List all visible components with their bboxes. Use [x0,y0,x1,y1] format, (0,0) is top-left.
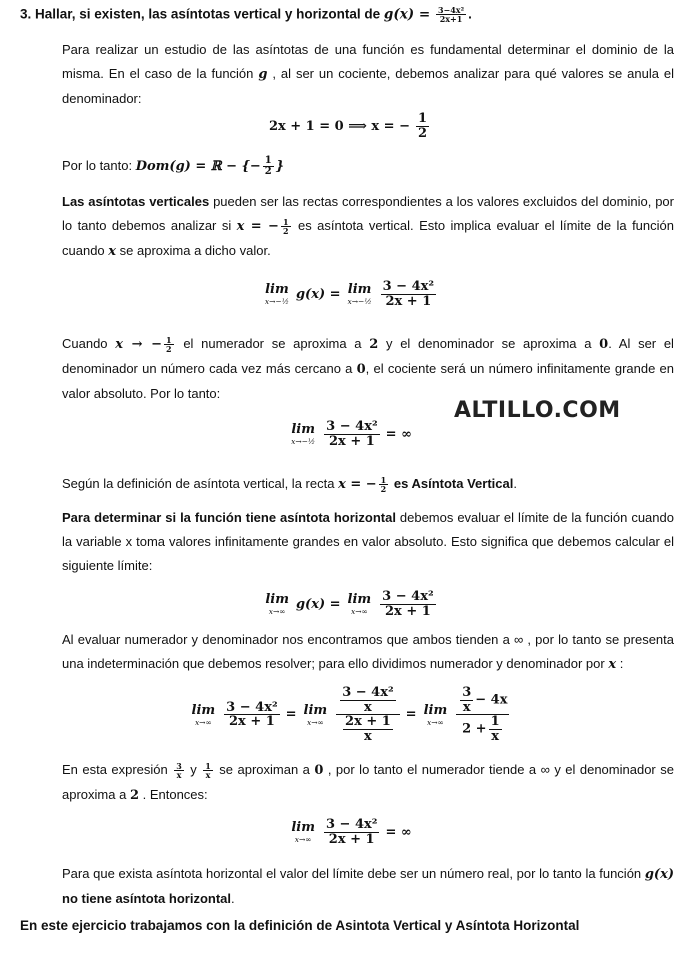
heading-function: g(x) = [383,6,431,23]
heading-fraction: $\frac{\text{3−4x²}}{2x+1}$ [437,5,465,25]
paragraph-when-x-approaches: Cuando x → − $\frac{1}{2}$ el numerador se aproxima a 2 y el denominador se aproxima a 0. Al ser el denominador un número cada vez más cercano a 0, el cociente será un número infinitamente grande en valor absoluto. Por lo tanto: [62,334,674,401]
paragraph-vertical-asymptotes: Las asíntotas verticales pueden ser las rectas correspondientes a los valores excluidos del dominio, por lo tanto debemos analizar si x = − $\frac{1}{2}$ es asíntota vertical. Esto implica evaluar el límite de la función cuando x se aproxima a dicho valor. [62,194,674,259]
equation-divide-by-x: lim x→∞ $\frac{\text{3 − 4x²}}{2x + 1}$ = lim x→∞ $\frac{\frac{\text{3 − 4x²}}{x}}{\frac{2x + 1}{x}}$ = lim x→∞ $\frac{3}{x}$ − 4x 2 + $\frac{1}{x}$ [191,685,508,744]
fraction-one-half: $\frac{1}{2}$ [418,111,428,141]
paragraph-expression-terms: En esta expresión $\frac{3}{x}$ y $\frac{1}{x}$ se aproximan a 0 , por lo tanto el numerador tiende a ∞ y el denominador se aproxima a 2 . Entonces: [62,760,674,803]
exercise-heading: 3. Hallar, si existen, las asíntotas vertical y horizontal de g(x) = $\frac{\text{3−4x²}}{2x+1}$ . [20,5,472,25]
paragraph-horizontal-intro: Para determinar si la función tiene asíntota horizontal debemos evaluar el límite de la función cuando la variable x toma valores infinitamente grandes en valor absoluto. Esto significa que debemos calcular el siguiente límite: [62,510,674,573]
altillo-logo: ALTILLO.COM [454,398,621,423]
summary-footer: En este ejercicio trabajamos con la definición de Asintota Vertical y Asíntota Horizontal [20,918,580,933]
paragraph-indeterminate: Al evaluar numerador y denominador nos encontramos que ambos tienden a ∞ , por lo tanto se presenta una indeterminación que debemos resolver; para ello dividimos numerador y denominador por x : [62,632,674,672]
equation-limit-result: lim x→∞ $\frac{\text{3 − 4x²}}{2x + 1}$ = ∞ [291,817,412,847]
equation-limit-infinity: lim x→−½ $\frac{\text{3 − 4x²}}{2x + 1}$ = ∞ [291,419,412,449]
equation-limit-vertical: lim x→−½ g(x) = lim x→−½ $\frac{\text{3 − 4x²}}{2x + 1}$ [264,279,435,309]
paragraph-domain-intro: Para realizar un estudio de las asíntotas de una función es fundamental determinar el dominio de la misma. En el caso de la función g , al ser un cociente, debemos analizar para qué valores se anula el denominador: [62,42,674,106]
paragraph-vertical-conclusion: Según la definición de asíntota vertical, la recta x = − $\frac{1}{2}$ es Asíntota Vertical. [62,474,517,495]
paragraph-domain: Por lo tanto: Dom(g) = ℝ − {− $\frac{1}{2}$ } [62,154,285,178]
equation-limit-horizontal: lim x→∞ g(x) = lim x→∞ $\frac{\text{3 − 4x²}}{2x + 1}$ [265,589,434,619]
heading-text: 3. Hallar, si existen, las asíntotas vertical y horizontal de [20,6,381,22]
equation-denominator-zero: 2x + 1 = 0 ⟹ x = − $\frac{1}{2}$ [268,111,428,141]
paragraph-horizontal-conclusion: Para que exista asíntota horizontal el valor del límite debe ser un número real, por lo tanto la función g(x) no tiene asíntota horizontal. [62,866,674,906]
